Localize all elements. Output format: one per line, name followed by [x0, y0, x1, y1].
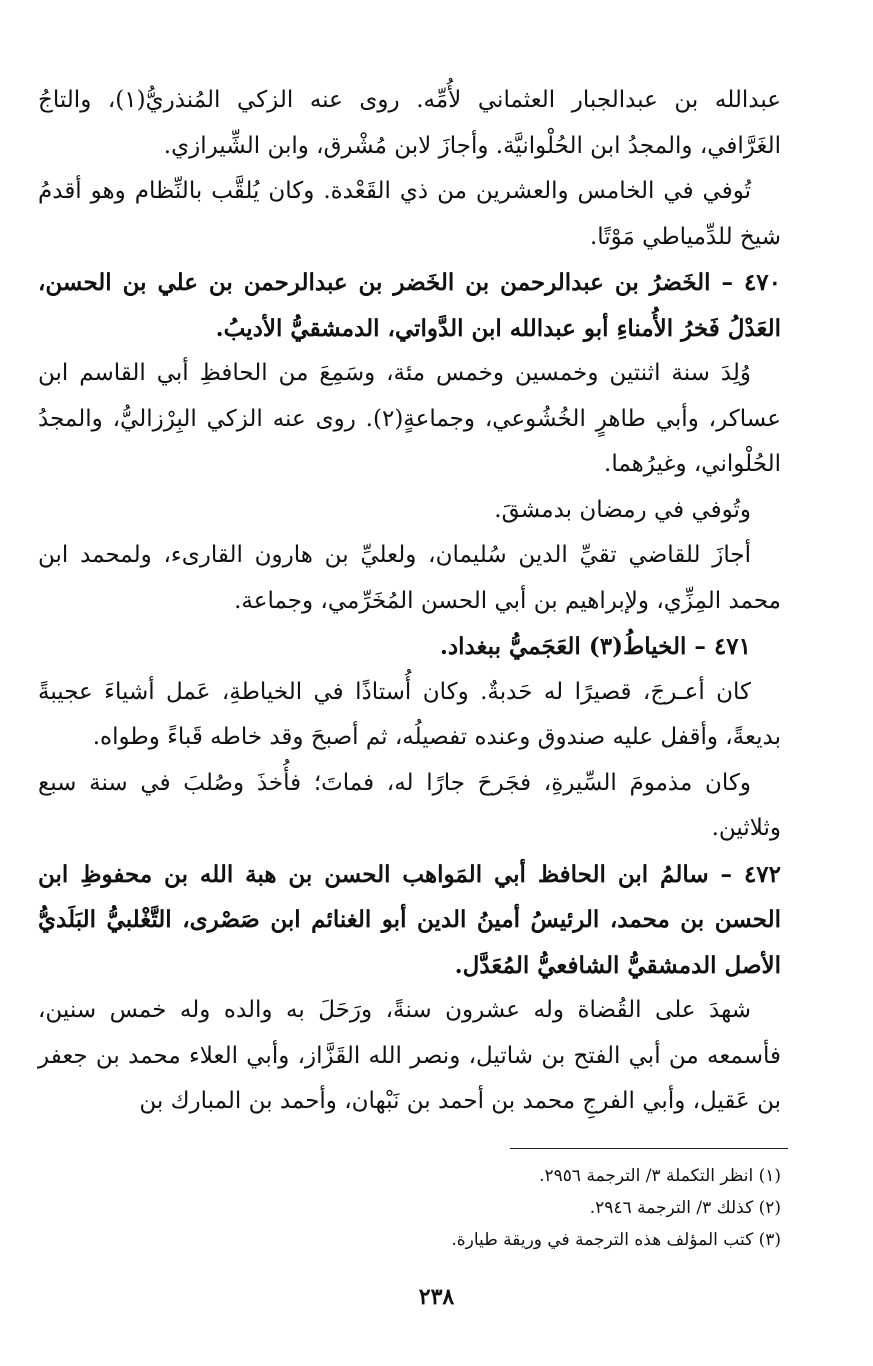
- paragraph-tailor-death: وكان مذمومَ السِّيرةِ، فجَرحَ جارًا له، فماتَ؛ فأُخذَ وصُلبَ في سنة سبع وثلاثين.: [38, 769, 781, 841]
- entry-heading-471: ٤٧١ – الخياطُ(٣) العَجَميُّ ببغداد.: [439, 633, 751, 660]
- paragraph-death: وتُوفي في رمضان بدمشقَ.: [494, 496, 751, 523]
- footnote-3: (٣) كتب المؤلف هذه الترجمة في وريقة طيارة.: [451, 1230, 781, 1250]
- footnote-1: (١) انظر التكملة ٣/ الترجمة ٢٩٥٦.: [539, 1166, 781, 1186]
- entry-heading-472: ٤٧٢ – سالمُ ابن الحافظ أبي المَواهب الحسن بن هبة الله بن محفوظِ ابن الحسن بن محمد، الرئيسُ أمينُ الدين أبو الغنائم ابن صَصْرى، التَّغْلبيُّ البَلَديُّ الأصل الدمشقيُّ الشافعيُّ المُعَدَّل.: [38, 860, 781, 979]
- paragraph-salim-bio: شهدَ على القُضاة وله عشرون سنةً، ورَحَلَ به والده وله خمس سنين، فأسمعه من أبي الفتح بن شاتيل، ونصر الله القَزَّاز، وأبي العلاء محمد بن جعفر بن عَقيل، وأبي الفرجِ محمد بن أحمد بن نَبْهان، وأحمد بن المبارك بن: [38, 997, 781, 1114]
- paragraph-death-note: تُوفي في الخامس والعشرين من ذي القَعْدة. وكان يُلقَّب بالنِّظام وهو أقدمُ شيخ للدِّمياطي مَوْتًا.: [38, 178, 781, 250]
- paragraph-tailor-desc: كان أعـرجَ، قصيرًا له حَدبةٌ. وكان أُستاذًا في الخياطةِ، عَمل أشياءَ عجيبةً بديعةً، وأقفل عليه صندوق وعنده تفصيلُه، ثم أصبحَ وقد خاطه قَباءً وطواه.: [38, 678, 781, 750]
- entry-heading-470: ٤٧٠ – الخَضرُ بن عبدالرحمن بن الخَضر بن عبدالرحمن بن علي بن الحسن، العَدْلُ فَخرُ الأُمناءِ أبو عبدالله ابن الدَّواتي، الدمشقيُّ الأديبُ.: [38, 269, 781, 342]
- paragraph-birth: وُلِدَ سنة اثنتين وخمسين وخمس مئة، وسَمِعَ من الحافظِ أبي القاسم ابن عساكر، وأبي طاهرٍ الخُشُوعي، وجماعةٍ(٢). روى عنه الزكي البِرْزاليُّ، والمجدُ الحُلْواني، وغيرُهما.: [38, 360, 781, 477]
- paragraph-continuation: عبدالله بن عبدالجبار العثماني لأُمِّه. روى عنه الزكي المُنذريُّ(١)، والتاجُ الغَرَّافي، والمجدُ ابن الحُلْوانيَّة. وأجازَ لابن مُشْرق، وابن الشِّيرازي.: [38, 87, 781, 159]
- footnote-divider: [510, 1148, 788, 1149]
- main-text: [38, 78, 781, 1125]
- footnote-2: (٢) كذلك ٣/ الترجمة ٢٩٤٦.: [589, 1198, 781, 1218]
- footnotes: [180, 1160, 781, 1256]
- paragraph-ijaza: أجازَ للقاضي تقيِّ الدين سُليمان، ولعليِّ بن هارون القارىء، ولمحمد ابن محمد المِزِّي، ولإبراهيم بن أبي الحسن المُخَرِّمي، وجماعة.: [38, 542, 781, 614]
- page-number: ٢٣٨: [418, 1284, 455, 1310]
